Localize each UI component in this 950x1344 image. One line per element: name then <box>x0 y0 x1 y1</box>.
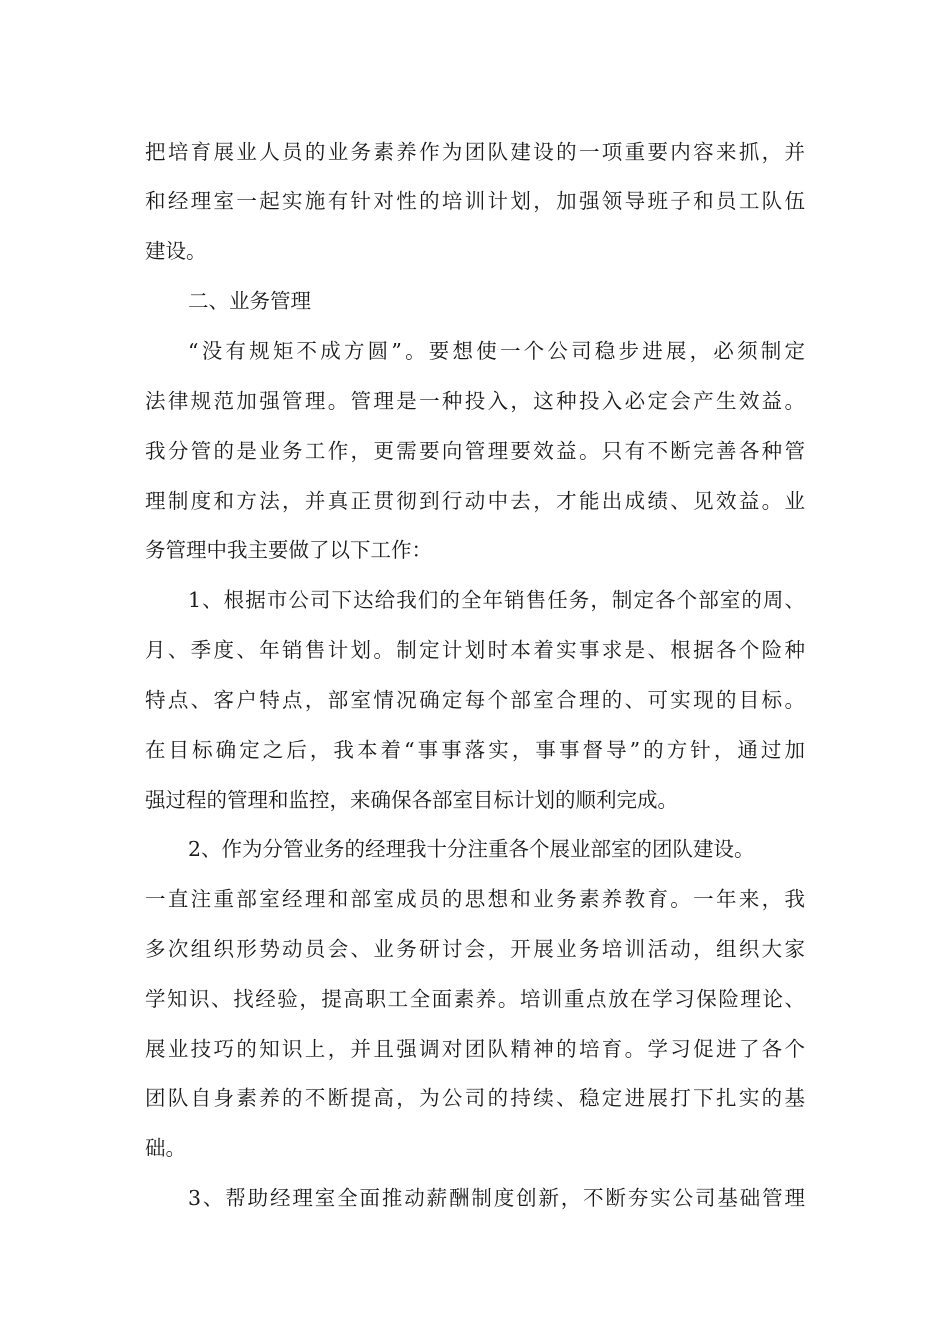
text-line: 础。 <box>145 1136 186 1160</box>
text-line: 特点、客户特点，部室情况确定每个部室合理的、可实现的目标。 <box>145 688 805 712</box>
text-line: 团队自身素养的不断提高，为公司的持续、稳定进展打下扎实的基 <box>145 1086 805 1110</box>
text-line: 把培育展业人员的业务素养作为团队建设的一项重要内容来抓，并 <box>145 140 805 164</box>
text-line: 3、帮助经理室全面推动薪酬制度创新，不断夯实公司基础管理 <box>188 1186 805 1210</box>
text-line: 我分管的是业务工作，更需要向管理要效益。只有不断完善各种管 <box>145 439 805 463</box>
text-line: 理制度和方法，并真正贯彻到行动中去，才能出成绩、见效益。业 <box>145 489 805 513</box>
text-line: 学知识、找经验，提高职工全面素养。培训重点放在学习保险理论、 <box>145 987 805 1011</box>
text-line: 在目标确定之后，我本着“事事落实，事事督导”的方针，通过加 <box>145 738 805 762</box>
section-heading: 二、业务管理 <box>188 289 311 313</box>
text-line: “没有规矩不成方圆”。要想使一个公司稳步进展，必须制定 <box>188 339 805 363</box>
text-line: 一直注重部室经理和部室成员的思想和业务素养教育。一年来，我 <box>145 887 805 911</box>
text-line: 多次组织形势动员会、业务研讨会，开展业务培训活动，组织大家 <box>145 937 805 961</box>
text-line: 务管理中我主要做了以下工作： <box>145 538 432 562</box>
text-line: 月、季度、年销售计划。制定计划时本着实事求是、根据各个险种 <box>145 638 805 662</box>
text-line: 和经理室一起实施有针对性的培训计划，加强领导班子和员工队伍 <box>145 189 805 213</box>
text-line: 1、根据市公司下达给我们的全年销售任务，制定各个部室的周、 <box>188 588 805 612</box>
text-line: 强过程的管理和监控，来确保各部室目标计划的顺利完成。 <box>145 788 678 812</box>
text-line: 2、作为分管业务的经理我十分注重各个展业部室的团队建设。 <box>188 837 755 861</box>
text-line: 建设。 <box>145 239 207 263</box>
text-line: 展业技巧的知识上，并且强调对团队精神的培育。学习促进了各个 <box>145 1037 805 1061</box>
text-line: 法律规范加强管理。管理是一种投入，这种投入必定会产生效益。 <box>145 389 805 413</box>
